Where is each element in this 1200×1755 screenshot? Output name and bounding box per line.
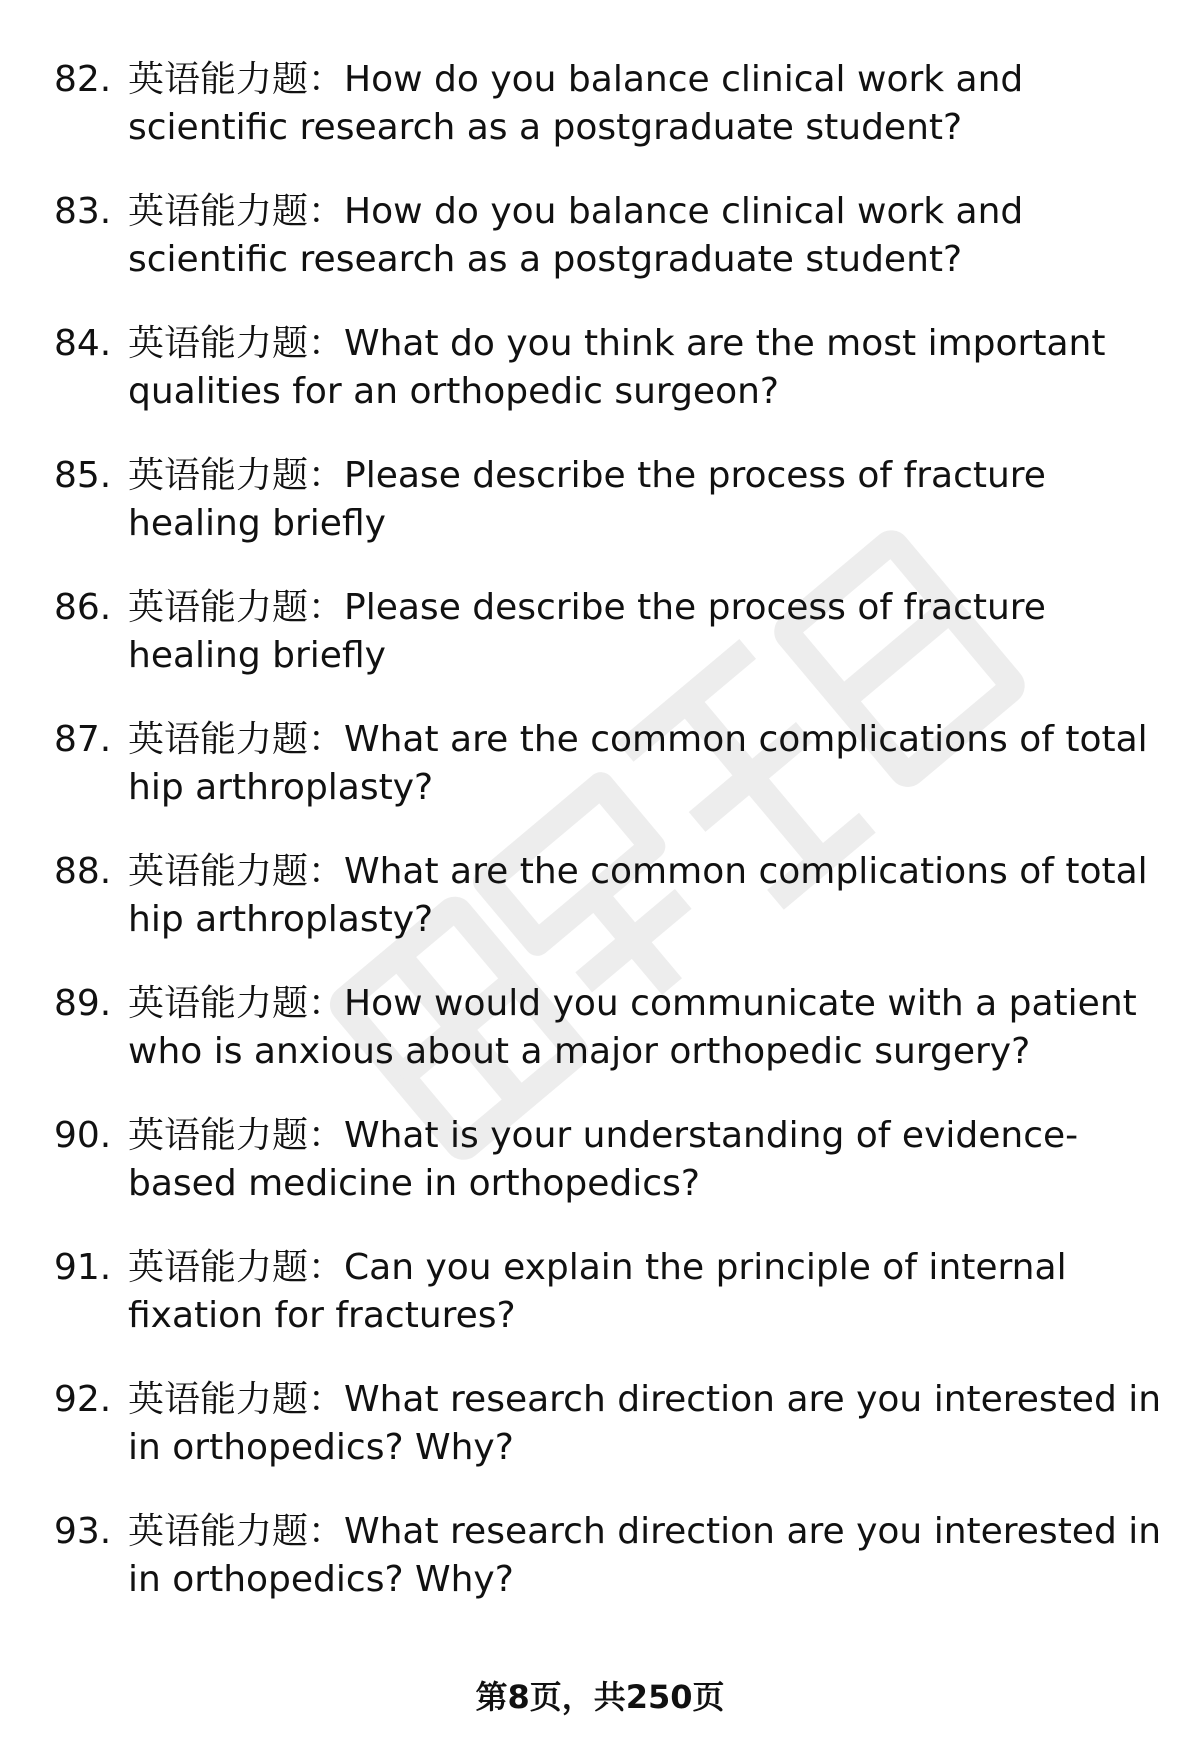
question-prefix: 英语能力题： <box>128 983 345 1024</box>
question-number: 86. <box>54 587 112 628</box>
question-prefix: 英语能力题： <box>128 719 345 760</box>
question-text-block <box>128 320 1164 416</box>
list-item <box>54 716 1164 848</box>
question-text-block <box>128 584 1164 680</box>
question-prefix: 英语能力题： <box>128 323 345 364</box>
question-text: How do you balance clinical work and scientific research as a postgraduate student? <box>128 59 1024 148</box>
question-text: What research direction are you interested in in orthopedics? Why? <box>128 1379 1162 1468</box>
question-number: 85. <box>54 455 112 496</box>
question-text: Please describe the process of fracture healing briefly <box>128 455 1046 544</box>
question-text-block <box>128 1244 1164 1340</box>
question-text: Can you explain the principle of internal fixation for fractures? <box>128 1247 1067 1336</box>
question-prefix: 英语能力题： <box>128 1247 345 1288</box>
question-prefix: 英语能力题： <box>128 191 345 232</box>
question-text: What do you think are the most important qualities for an orthopedic surgeon? <box>128 323 1106 412</box>
question-text-block <box>128 188 1164 284</box>
question-text-block <box>128 452 1164 548</box>
question-text: How would you communicate with a patient who is anxious about a major orthopedic surgery? <box>128 983 1137 1072</box>
list-item <box>54 320 1164 452</box>
question-text: What research direction are you interested in in orthopedics? Why? <box>128 1511 1162 1600</box>
question-text-block <box>128 980 1164 1076</box>
question-number: 88. <box>54 851 112 892</box>
question-prefix: 英语能力题： <box>128 1115 345 1156</box>
question-prefix: 英语能力题： <box>128 587 345 628</box>
question-text: Please describe the process of fracture healing briefly <box>128 587 1046 676</box>
question-text-block <box>128 848 1164 944</box>
question-text-block <box>128 1112 1164 1208</box>
question-number: 83. <box>54 191 112 232</box>
list-item <box>54 188 1164 320</box>
question-number: 82. <box>54 59 112 100</box>
list-item <box>54 1112 1164 1244</box>
question-text-block <box>128 1508 1164 1604</box>
question-number: 90. <box>54 1115 112 1156</box>
list-item <box>54 56 1164 188</box>
question-number: 92. <box>54 1379 112 1420</box>
question-text-block <box>128 1376 1164 1472</box>
question-text: What are the common complications of total hip arthroplasty? <box>128 851 1148 940</box>
list-item <box>54 1376 1164 1508</box>
question-prefix: 英语能力题： <box>128 851 345 892</box>
question-number: 91. <box>54 1247 112 1288</box>
list-item <box>54 1508 1164 1640</box>
list-item <box>54 848 1164 980</box>
list-item <box>54 980 1164 1112</box>
question-prefix: 英语能力题： <box>128 59 345 100</box>
question-prefix: 英语能力题： <box>128 455 345 496</box>
list-item <box>54 584 1164 716</box>
list-item <box>54 1244 1164 1376</box>
list-item <box>54 452 1164 584</box>
question-list <box>54 56 1164 1640</box>
question-number: 87. <box>54 719 112 760</box>
page-footer: 第8页，共250页 <box>475 1678 725 1716</box>
question-number: 84. <box>54 323 112 364</box>
question-prefix: 英语能力题： <box>128 1511 345 1552</box>
question-text-block <box>128 56 1164 152</box>
question-text: What are the common complications of total hip arthroplasty? <box>128 719 1148 808</box>
question-text: How do you balance clinical work and scientific research as a postgraduate student? <box>128 191 1024 280</box>
question-text-block <box>128 716 1164 812</box>
question-number: 89. <box>54 983 112 1024</box>
question-text: What is your understanding of evidence-based medicine in orthopedics? <box>128 1115 1079 1204</box>
question-number: 93. <box>54 1511 112 1552</box>
question-prefix: 英语能力题： <box>128 1379 345 1420</box>
